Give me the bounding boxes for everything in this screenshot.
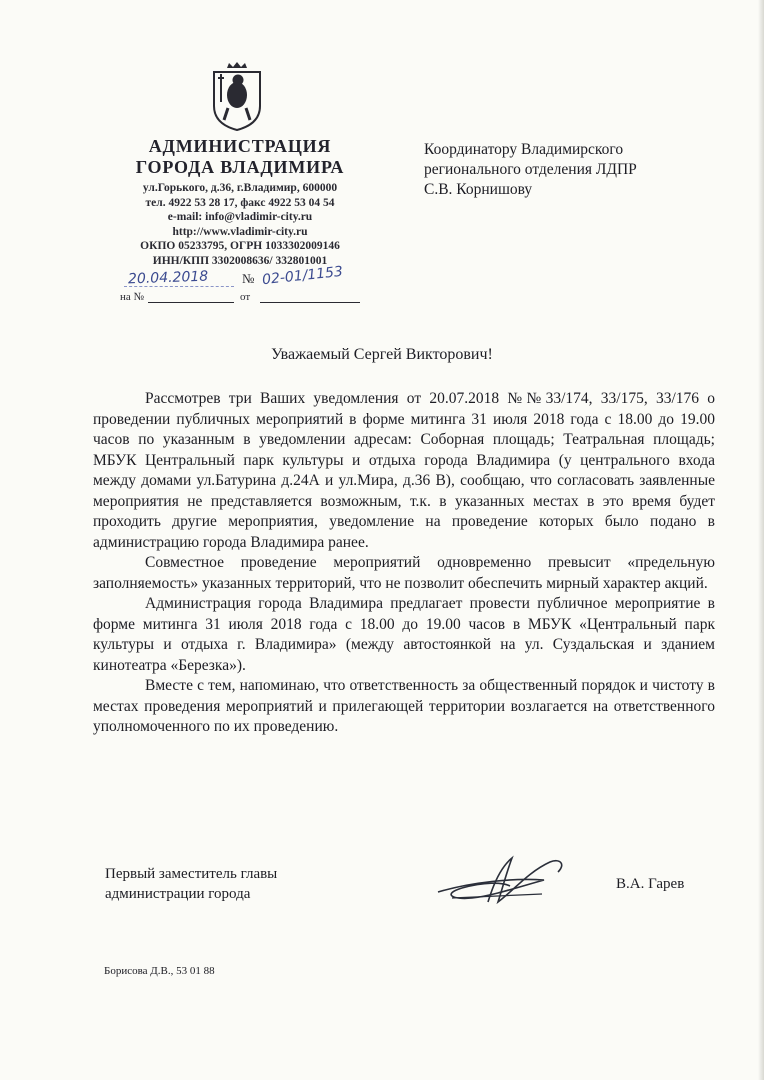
reference-number-line — [148, 302, 234, 303]
signatory-title — [105, 864, 277, 904]
body-paragraph: Совместное проведение мероприятий одновременно превысит «предельную заполняемость» указанных территорий, что не позволит обеспечить мирный характер акций. — [93, 554, 715, 592]
org-email: e-mail: info@vladimir-city.ru — [167, 211, 313, 224]
registration-number-sign: № — [242, 271, 255, 286]
signatory-name: В.А. Гарев — [616, 876, 685, 892]
executor-contact: Борисова Д.В., 53 01 88 — [104, 965, 215, 977]
city-coat-of-arms-icon — [210, 62, 264, 132]
addressee-line3: С.В. Корнишову — [424, 181, 533, 198]
org-website: http://www.vladimir-city.ru — [172, 225, 308, 238]
addressee-line2: регионального отделения ЛДПР — [424, 161, 637, 178]
reference-number-label: на № — [120, 291, 145, 303]
paper-edge — [758, 0, 764, 1080]
signatory-title-line1: Первый заместитель главы — [105, 866, 278, 882]
body-paragraph: Вместе с тем, напоминаю, что ответственность за общественный порядок и чистоту в местах проведения мероприятий и прилегающей территории возлагается на ответственного уполномоченного по их проведению. — [93, 677, 715, 735]
org-name-line2: ГОРОДА ВЛАДИМИРА — [135, 157, 345, 177]
org-name-line1: АДМИНИСТРАЦИЯ — [148, 136, 332, 156]
reference-date-line — [260, 302, 360, 303]
body-paragraph: Администрация города Владимира предлагает провести публичное мероприятие в форме митинга 31 июля 2018 года с 18.00 до 19.00 часов в МБУК «Центральный парк культуры и отдыха г. Владимира» (между автостоянкой на ул. Суздальская и зданием кинотеатра «Березка»). — [93, 595, 715, 674]
org-address: ул.Горького, д.36, г.Владимир, 600000 — [142, 182, 338, 194]
body-paragraph: Рассмотрев три Ваших уведомления от 20.07.2018 №№33/174, 33/175, 33/176 о проведении публичных мероприятий в форме митинга 31 июля 2018 года с 18.00 до 19.00 часов по указанным в уведомлении адресам: Соборная площадь; Театральная площадь; МБУК Центральный парк культуры и отдыха города Владимира (у центрального входа между домами ул.Батурина д.24А и ул.Мира, д.36 В), сообщаю, что согласовать заявленные мероприятия не представляется возможным, т.к. в указанных местах в это время будет проходить другие мероприятия, уведомление на проведение которых было подано в администрацию города Владимира ранее. — [93, 390, 715, 551]
handwritten-signature — [432, 852, 572, 916]
signatory-title-line2: администрации города — [105, 886, 251, 902]
org-inn-kpp: ИНН/КПП 3302008636/ 332801001 — [152, 254, 328, 267]
addressee-block — [424, 140, 724, 200]
letterhead — [106, 136, 374, 269]
org-okpo-ogrn: ОКПО 05233795, ОГРН 1033302009146 — [140, 240, 340, 253]
salutation: Уважаемый Сергей Викторович! — [271, 346, 493, 363]
org-phone-fax: тел. 4922 53 28 17, факс 4922 53 04 54 — [145, 196, 335, 209]
outgoing-date-handwritten: 20.04.2018 — [127, 268, 209, 288]
reference-row — [120, 283, 370, 307]
reference-date-label: от — [240, 291, 251, 303]
outgoing-number-handwritten: 02-01/1153 — [261, 263, 344, 289]
letter-body — [93, 389, 715, 738]
addressee-line1: Координатору Владимирского — [424, 141, 624, 158]
